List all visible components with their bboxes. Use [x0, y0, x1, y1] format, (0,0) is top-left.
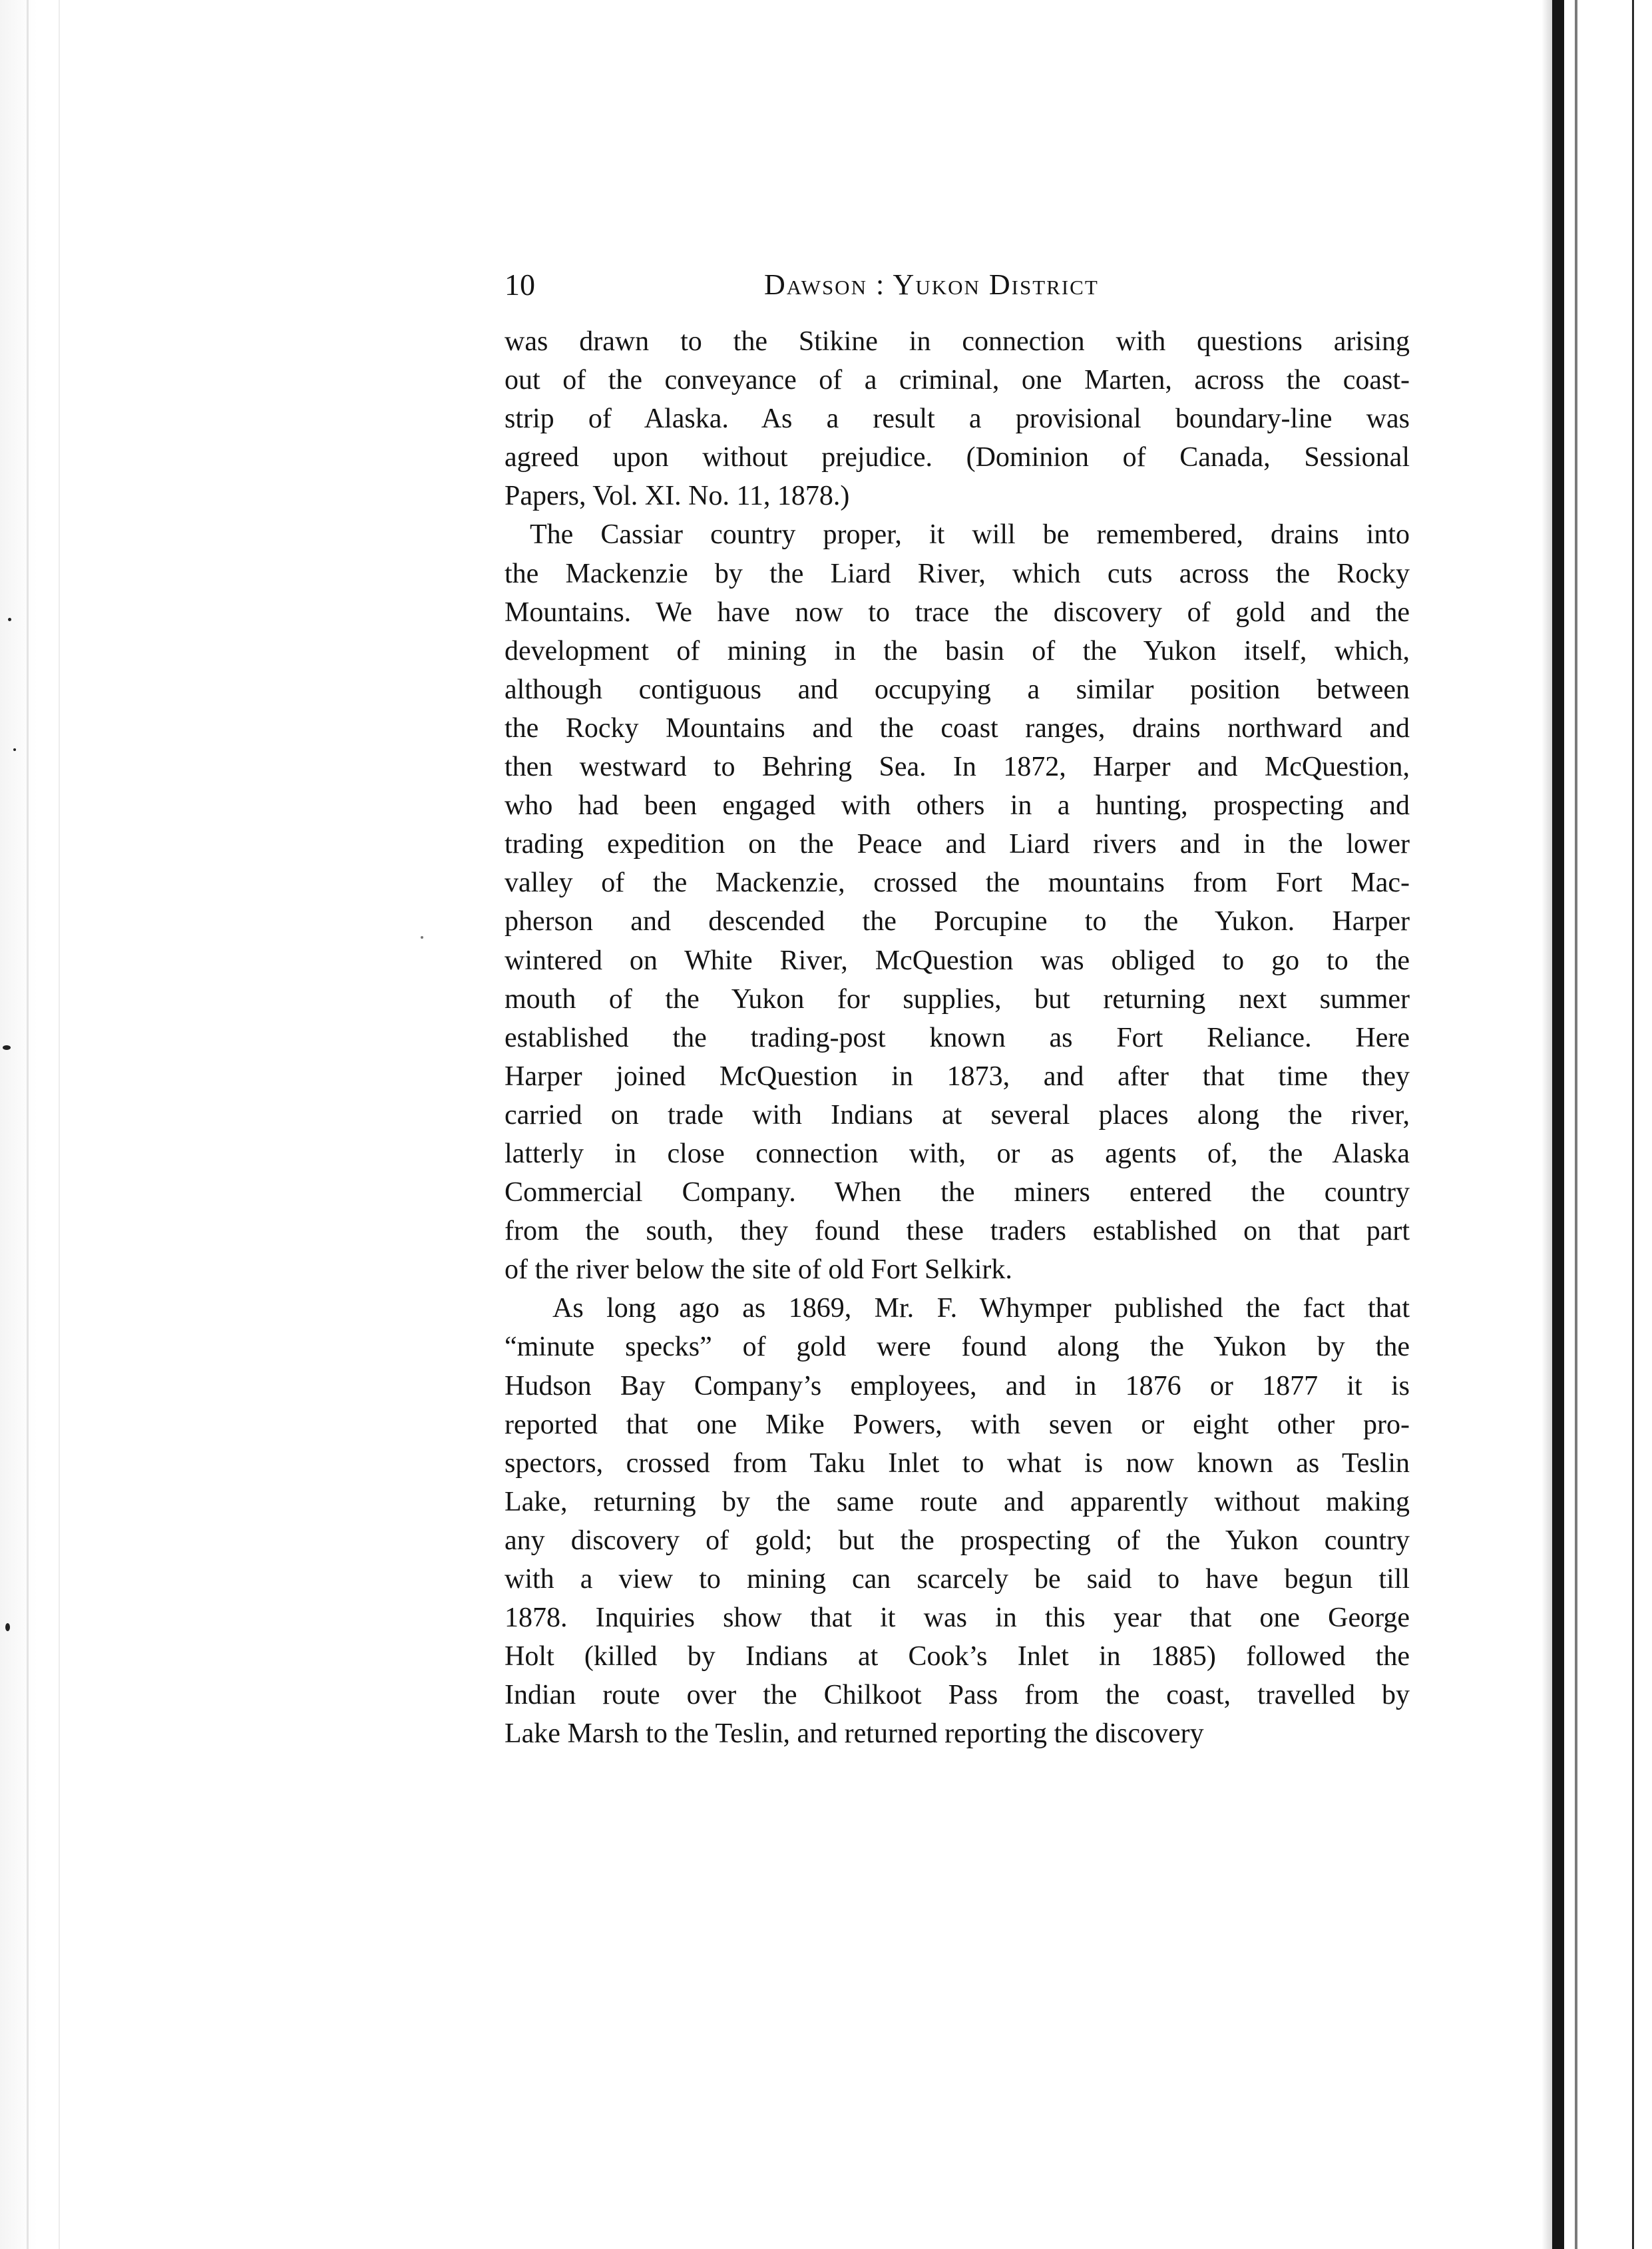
- text-line: the Mackenzie by the Liard River, which cuts across the Rocky: [505, 558, 1410, 589]
- text-line: the Rocky Mountains and the coast ranges, drains northward and: [505, 712, 1410, 744]
- text-line: 1878. Inquiries show that it was in this year that one George: [505, 1603, 1410, 1634]
- scan-speck: [8, 618, 11, 621]
- text-line: any discovery of gold; but the prospecting of the Yukon country: [505, 1525, 1410, 1556]
- text-line: trading expedition on the Peace and Liard rivers and in the lower: [505, 829, 1410, 860]
- text-line: although contiguous and occupying a similar position between: [505, 674, 1410, 705]
- scan-speck: [13, 748, 16, 751]
- text-line: strip of Alaska. As a result a provisional boundary-line was: [505, 403, 1410, 435]
- text-line: Indian route over the Chilkoot Pass from the coast, travelled by: [505, 1680, 1410, 1711]
- text-line: Lake Marsh to the Teslin, and returned reporting the discovery: [505, 1718, 1204, 1750]
- text-line: who had been engaged with others in a hunting, prospecting and: [505, 790, 1410, 822]
- scan-far-right-edge-line: [1632, 0, 1634, 2249]
- text-line: Papers, Vol. XI. No. 11, 1878.): [505, 481, 850, 512]
- text-line: Lake, returning by the same route and apparently without making: [505, 1486, 1410, 1517]
- text-line: development of mining in the basin of the Yukon itself, which,: [505, 635, 1410, 666]
- scan-left-edge-line-inner: [59, 0, 60, 2249]
- scan-speck: [5, 1623, 10, 1631]
- text-line: The Cassiar country proper, it will be remembered, drains into: [530, 519, 1410, 551]
- text-line: Holt (killed by Indians at Cook’s Inlet in 1885) followed the: [505, 1641, 1410, 1672]
- text-line: valley of the Mackenzie, crossed the mountains from Fort Mac-: [505, 868, 1410, 899]
- text-line: then westward to Behring Sea. In 1872, Harper and McQuestion,: [505, 752, 1410, 783]
- scan-right-binding-edge: [1552, 0, 1564, 2249]
- scan-right-edge-line: [1575, 0, 1577, 2249]
- running-header: [505, 265, 1410, 305]
- text-line: pherson and descended the Porcupine to the Yukon. Harper: [505, 906, 1410, 937]
- text-line: Mountains. We have now to trace the discovery of gold and the: [505, 597, 1410, 628]
- text-line: carried on trade with Indians at several places along the river,: [505, 1099, 1410, 1130]
- scan-right-shadow: [1542, 0, 1552, 2249]
- text-line: of the river below the site of old Fort Selkirk.: [505, 1254, 1012, 1286]
- running-title: Dawson : Yukon District: [764, 268, 1099, 301]
- scan-speck: [3, 1045, 11, 1050]
- paragraph: [505, 322, 1410, 515]
- text-line: with a view to mining can scarcely be said to have begun till: [505, 1564, 1410, 1595]
- page-number: 10: [505, 268, 535, 302]
- text-line: wintered on White River, McQuestion was obliged to go to the: [505, 945, 1410, 976]
- scan-left-margin: [0, 0, 37, 2249]
- scan-speck: [421, 936, 423, 939]
- text-line: was drawn to the Stikine in connection with questions arising: [505, 326, 1410, 357]
- text-line: Commercial Company. When the miners entered the country: [505, 1177, 1410, 1208]
- text-line: agreed upon without prejudice. (Dominion of Canada, Sessional: [505, 442, 1410, 473]
- text-line: established the trading-post known as Fort Reliance. Here: [505, 1022, 1410, 1053]
- body-text: [505, 322, 1410, 1753]
- text-line: latterly in close connection with, or as agents of, the Alaska: [505, 1138, 1410, 1169]
- text-line: spectors, crossed from Taku Inlet to what is now known as Teslin: [505, 1447, 1410, 1479]
- text-line: mouth of the Yukon for supplies, but returning next summer: [505, 983, 1410, 1015]
- text-line: from the south, they found these traders established on that part: [505, 1216, 1410, 1247]
- text-line: out of the conveyance of a criminal, one Marten, across the coast-: [505, 365, 1410, 396]
- text-line: Harper joined McQuestion in 1873, and after that time they: [505, 1061, 1410, 1092]
- scan-left-edge-line: [27, 0, 29, 2249]
- paragraph: [505, 1289, 1410, 1753]
- text-line: “minute specks” of gold were found along the Yukon by the: [505, 1332, 1410, 1363]
- text-line: As long ago as 1869, Mr. F. Whymper published the fact that: [552, 1293, 1410, 1324]
- paragraph: [505, 515, 1410, 1289]
- text-line: reported that one Mike Powers, with seven or eight other pro-: [505, 1409, 1410, 1440]
- text-line: Hudson Bay Company’s employees, and in 1876 or 1877 it is: [505, 1370, 1410, 1401]
